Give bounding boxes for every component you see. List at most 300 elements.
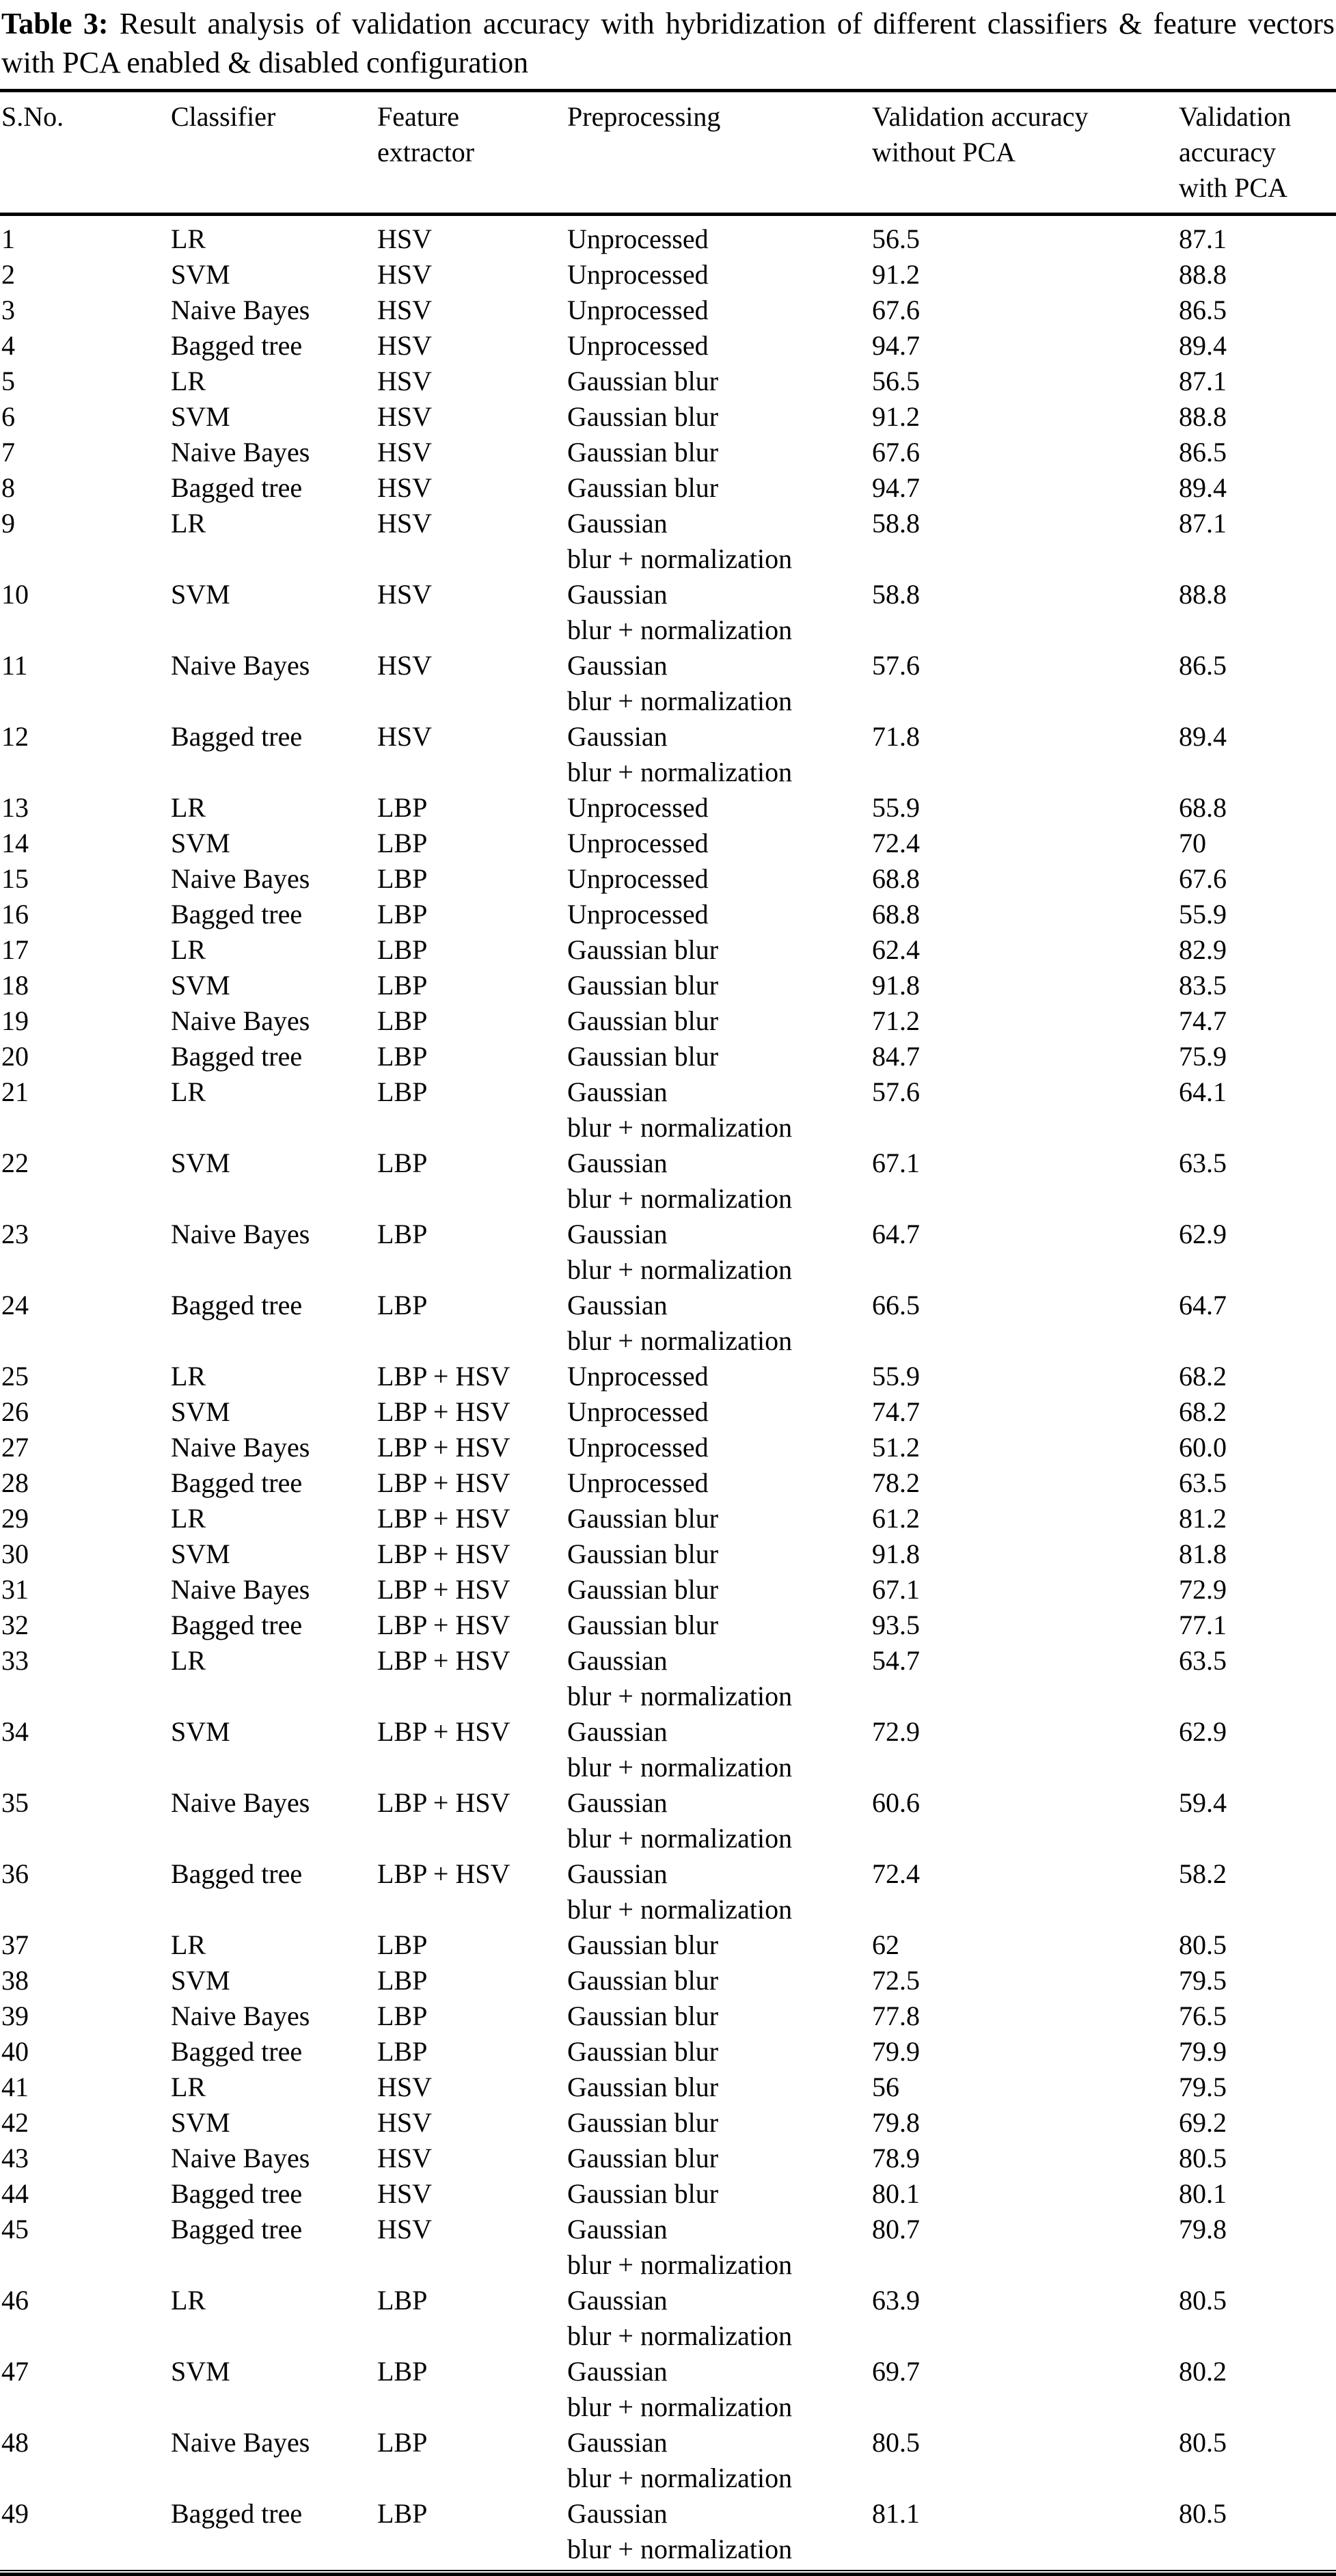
table-row [0, 577, 1336, 648]
cell-acc-with-pca: 59.4 [1179, 1787, 1227, 1818]
table-row [0, 2105, 1336, 2141]
cell-acc-with-pca: 81.2 [1179, 1503, 1227, 1534]
cell-acc-without-pca: 67.6 [872, 295, 920, 325]
cell-preprocessing: Gaussian blur + normalization [567, 579, 793, 645]
cell-feature: LBP + HSV [377, 1787, 510, 1818]
cell-acc-without-pca: 55.9 [872, 792, 920, 823]
column-header-sno: S.No. [0, 91, 169, 215]
cell-feature: LBP [377, 1290, 428, 1320]
cell-sno: 32 [1, 1610, 29, 1640]
table-row [0, 1430, 1336, 1465]
table-row [0, 293, 1336, 328]
cell-acc-with-pca: 83.5 [1179, 970, 1227, 1001]
cell-feature: HSV [377, 579, 433, 610]
cell-classifier: Bagged tree [171, 2214, 303, 2245]
cell-acc-without-pca: 71.2 [872, 1005, 920, 1036]
cell-acc-without-pca: 57.6 [872, 1076, 920, 1107]
cell-sno: 11 [1, 650, 28, 681]
cell-sno: 39 [1, 2001, 29, 2031]
cell-preprocessing: Gaussian blur [567, 1965, 719, 1996]
cell-preprocessing: Gaussian blur [567, 1005, 719, 1036]
table-row [0, 1714, 1336, 1785]
cell-classifier: Bagged tree [171, 472, 303, 503]
cell-classifier: Bagged tree [171, 330, 303, 361]
cell-acc-without-pca: 91.2 [872, 259, 920, 290]
table-row [0, 932, 1336, 968]
cell-acc-with-pca: 60.0 [1179, 1432, 1227, 1463]
cell-preprocessing: Unprocessed [567, 295, 709, 325]
cell-acc-with-pca: 89.4 [1179, 472, 1227, 503]
cell-sno: 6 [1, 401, 15, 432]
cell-feature: LBP [377, 863, 428, 894]
bottom-rule [0, 2570, 1336, 2576]
cell-feature: LBP [377, 1148, 428, 1178]
cell-classifier: SVM [171, 2107, 230, 2138]
cell-acc-without-pca: 58.8 [872, 508, 920, 539]
cell-feature: HSV [377, 401, 433, 432]
cell-classifier: Naive Bayes [171, 1219, 310, 1249]
cell-sno: 7 [1, 437, 15, 467]
cell-preprocessing: Unprocessed [567, 828, 709, 858]
cell-preprocessing: Gaussian blur [567, 2036, 719, 2067]
cell-acc-with-pca: 87.1 [1179, 366, 1227, 396]
cell-acc-with-pca: 88.8 [1179, 579, 1227, 610]
cell-feature: LBP [377, 792, 428, 823]
cell-sno: 13 [1, 792, 29, 823]
cell-sno: 16 [1, 899, 29, 930]
cell-sno: 14 [1, 828, 29, 858]
cell-acc-without-pca: 63.9 [872, 2285, 920, 2316]
cell-classifier: Bagged tree [171, 1858, 303, 1889]
cell-classifier: Naive Bayes [171, 2427, 310, 2458]
cell-acc-with-pca: 80.5 [1179, 1929, 1227, 1960]
cell-classifier: SVM [171, 1716, 230, 1747]
cell-sno: 17 [1, 934, 29, 965]
table-row [0, 2176, 1336, 2212]
cell-preprocessing: Gaussian blur [567, 1503, 719, 1534]
cell-acc-without-pca: 67.1 [872, 1574, 920, 1605]
cell-classifier: Naive Bayes [171, 437, 310, 467]
cell-acc-with-pca: 68.8 [1179, 792, 1227, 823]
table-row [0, 1394, 1336, 1430]
cell-sno: 33 [1, 1645, 29, 1676]
cell-classifier: SVM [171, 828, 230, 858]
table-row [0, 790, 1336, 826]
cell-sno: 46 [1, 2285, 29, 2316]
cell-classifier: LR [171, 934, 206, 965]
cell-feature: HSV [377, 2143, 433, 2173]
table-row [0, 506, 1336, 577]
cell-preprocessing: Gaussian blur + normalization [567, 2356, 793, 2422]
cell-acc-without-pca: 57.6 [872, 650, 920, 681]
cell-classifier: SVM [171, 1965, 230, 1996]
cell-acc-without-pca: 56.5 [872, 223, 920, 254]
table-row [0, 215, 1336, 258]
cell-acc-without-pca: 68.8 [872, 863, 920, 894]
cell-acc-with-pca: 80.5 [1179, 2285, 1227, 2316]
cell-classifier: Bagged tree [171, 721, 303, 752]
cell-preprocessing: Gaussian blur [567, 1610, 719, 1640]
cell-sno: 29 [1, 1503, 29, 1534]
cell-classifier: Naive Bayes [171, 863, 310, 894]
table-row [0, 897, 1336, 932]
cell-acc-without-pca: 58.8 [872, 579, 920, 610]
cell-classifier: SVM [171, 2356, 230, 2387]
cell-preprocessing: Gaussian blur [567, 1538, 719, 1569]
cell-classifier: LR [171, 1076, 206, 1107]
caption-label: Table 3: [1, 7, 109, 40]
cell-acc-without-pca: 78.2 [872, 1467, 920, 1498]
cell-classifier: LR [171, 1645, 206, 1676]
cell-acc-without-pca: 79.8 [872, 2107, 920, 2138]
cell-classifier: LR [171, 792, 206, 823]
cell-acc-without-pca: 60.6 [872, 1787, 920, 1818]
cell-preprocessing: Gaussian blur + normalization [567, 2214, 793, 2280]
cell-acc-with-pca: 75.9 [1179, 1041, 1227, 1072]
cell-feature: LBP [377, 1005, 428, 1036]
cell-preprocessing: Gaussian blur [567, 1041, 719, 1072]
cell-acc-with-pca: 76.5 [1179, 2001, 1227, 2031]
cell-acc-without-pca: 67.1 [872, 1148, 920, 1178]
cell-acc-without-pca: 74.7 [872, 1396, 920, 1427]
table-row [0, 1963, 1336, 1998]
table-body [0, 215, 1336, 2568]
cell-classifier: Bagged tree [171, 899, 303, 930]
cell-acc-without-pca: 77.8 [872, 2001, 920, 2031]
table-row [0, 1288, 1336, 1359]
table-row [0, 1003, 1336, 1039]
cell-classifier: SVM [171, 579, 230, 610]
cell-classifier: SVM [171, 970, 230, 1001]
table-row [0, 2141, 1336, 2176]
cell-classifier: Bagged tree [171, 1467, 303, 1498]
table-row [0, 861, 1336, 897]
cell-sno: 21 [1, 1076, 29, 1107]
table-row [0, 1217, 1336, 1288]
cell-preprocessing: Gaussian blur + normalization [567, 508, 793, 574]
cell-acc-without-pca: 69.7 [872, 2356, 920, 2387]
cell-preprocessing: Gaussian blur + normalization [567, 1716, 793, 1782]
cell-sno: 40 [1, 2036, 29, 2067]
cell-acc-with-pca: 88.8 [1179, 401, 1227, 432]
table-row [0, 1145, 1336, 1217]
cell-acc-without-pca: 72.4 [872, 828, 920, 858]
cell-feature: LBP [377, 1929, 428, 1960]
table-row [0, 1608, 1336, 1643]
cell-sno: 36 [1, 1858, 29, 1889]
cell-acc-with-pca: 80.5 [1179, 2427, 1227, 2458]
cell-sno: 49 [1, 2498, 29, 2529]
cell-classifier: LR [171, 2072, 206, 2102]
cell-feature: HSV [377, 259, 433, 290]
cell-feature: LBP [377, 2036, 428, 2067]
cell-classifier: Naive Bayes [171, 1432, 310, 1463]
cell-preprocessing: Gaussian blur [567, 1929, 719, 1960]
cell-preprocessing: Gaussian blur + normalization [567, 650, 793, 716]
table-row [0, 2354, 1336, 2425]
cell-classifier: LR [171, 223, 206, 254]
cell-classifier: SVM [171, 401, 230, 432]
cell-acc-with-pca: 80.5 [1179, 2498, 1227, 2529]
cell-acc-without-pca: 56.5 [872, 366, 920, 396]
table-row [0, 2425, 1336, 2496]
cell-acc-without-pca: 67.6 [872, 437, 920, 467]
cell-classifier: SVM [171, 1396, 230, 1427]
cell-preprocessing: Gaussian blur [567, 2178, 719, 2209]
cell-feature: HSV [377, 472, 433, 503]
cell-acc-without-pca: 72.4 [872, 1858, 920, 1889]
cell-acc-with-pca: 89.4 [1179, 330, 1227, 361]
table-row [0, 648, 1336, 719]
cell-classifier: Bagged tree [171, 1610, 303, 1640]
cell-classifier: Bagged tree [171, 2178, 303, 2209]
cell-acc-with-pca: 82.9 [1179, 934, 1227, 965]
cell-acc-with-pca: 77.1 [1179, 1610, 1227, 1640]
cell-acc-with-pca: 68.2 [1179, 1396, 1227, 1427]
cell-feature: LBP [377, 1965, 428, 1996]
cell-preprocessing: Gaussian blur [567, 437, 719, 467]
cell-preprocessing: Unprocessed [567, 259, 709, 290]
header-row [0, 91, 1336, 215]
cell-feature: LBP [377, 2001, 428, 2031]
table-row [0, 2212, 1336, 2283]
cell-classifier: Naive Bayes [171, 1005, 310, 1036]
cell-classifier: SVM [171, 1148, 230, 1178]
table-row [0, 1501, 1336, 1536]
cell-preprocessing: Unprocessed [567, 330, 709, 361]
cell-preprocessing: Gaussian blur + normalization [567, 1076, 793, 1143]
cell-classifier: Naive Bayes [171, 1787, 310, 1818]
cell-preprocessing: Gaussian blur + normalization [567, 1219, 793, 1285]
cell-acc-without-pca: 56 [872, 2072, 899, 2102]
cell-acc-with-pca: 64.1 [1179, 1076, 1227, 1107]
cell-sno: 10 [1, 579, 29, 610]
cell-feature: LBP + HSV [377, 1467, 510, 1498]
cell-sno: 24 [1, 1290, 29, 1320]
cell-feature: LBP + HSV [377, 1432, 510, 1463]
cell-classifier: LR [171, 1929, 206, 1960]
cell-feature: HSV [377, 650, 433, 681]
cell-acc-without-pca: 54.7 [872, 1645, 920, 1676]
cell-acc-without-pca: 72.5 [872, 1965, 920, 1996]
cell-classifier: LR [171, 2285, 206, 2316]
caption-text: Result analysis of validation accuracy with hybridization of different classifiers & feature vectors with PCA enabled & disabled configuration [1, 7, 1335, 79]
table-row [0, 826, 1336, 861]
cell-feature: LBP + HSV [377, 1396, 510, 1427]
cell-feature: HSV [377, 721, 433, 752]
cell-sno: 12 [1, 721, 29, 752]
cell-feature: LBP + HSV [377, 1574, 510, 1605]
cell-preprocessing: Gaussian blur [567, 401, 719, 432]
cell-sno: 26 [1, 1396, 29, 1427]
cell-sno: 9 [1, 508, 15, 539]
cell-acc-with-pca: 79.9 [1179, 2036, 1227, 2067]
cell-sno: 25 [1, 1361, 29, 1392]
table-row [0, 1856, 1336, 1927]
cell-classifier: Naive Bayes [171, 295, 310, 325]
cell-preprocessing: Gaussian blur + normalization [567, 2427, 793, 2493]
cell-acc-with-pca: 86.5 [1179, 437, 1227, 467]
column-header-classifier: Classifier [169, 91, 376, 215]
cell-acc-with-pca: 88.8 [1179, 259, 1227, 290]
cell-feature: LBP [377, 2427, 428, 2458]
cell-preprocessing: Gaussian blur + normalization [567, 2285, 793, 2351]
cell-feature: HSV [377, 330, 433, 361]
cell-preprocessing: Gaussian blur + normalization [567, 1645, 793, 1711]
cell-sno: 23 [1, 1219, 29, 1249]
cell-feature: LBP [377, 934, 428, 965]
table-row [0, 470, 1336, 506]
cell-feature: HSV [377, 366, 433, 396]
table-row [0, 1998, 1336, 2034]
cell-feature: LBP + HSV [377, 1538, 510, 1569]
cell-acc-without-pca: 62.4 [872, 934, 920, 965]
cell-sno: 20 [1, 1041, 29, 1072]
cell-acc-without-pca: 91.8 [872, 1538, 920, 1569]
cell-acc-without-pca: 81.1 [872, 2498, 920, 2529]
table-row [0, 2034, 1336, 2070]
cell-classifier: LR [171, 1361, 206, 1392]
cell-sno: 8 [1, 472, 15, 503]
cell-sno: 45 [1, 2214, 29, 2245]
cell-classifier: LR [171, 1503, 206, 1534]
cell-preprocessing: Gaussian blur + normalization [567, 1148, 793, 1214]
cell-acc-with-pca: 67.6 [1179, 863, 1227, 894]
cell-acc-with-pca: 79.8 [1179, 2214, 1227, 2245]
cell-acc-without-pca: 51.2 [872, 1432, 920, 1463]
cell-acc-with-pca: 87.1 [1179, 508, 1227, 539]
cell-feature: LBP [377, 899, 428, 930]
cell-sno: 4 [1, 330, 15, 361]
cell-feature: LBP [377, 1076, 428, 1107]
cell-feature: LBP [377, 2356, 428, 2387]
cell-acc-without-pca: 94.7 [872, 330, 920, 361]
cell-feature: LBP + HSV [377, 1610, 510, 1640]
cell-feature: HSV [377, 295, 433, 325]
cell-acc-without-pca: 91.8 [872, 970, 920, 1001]
cell-feature: LBP [377, 970, 428, 1001]
table-caption [1, 4, 1335, 82]
cell-sno: 37 [1, 1929, 29, 1960]
cell-acc-without-pca: 64.7 [872, 1219, 920, 1249]
cell-preprocessing: Unprocessed [567, 863, 709, 894]
cell-preprocessing: Gaussian blur [567, 366, 719, 396]
cell-feature: HSV [377, 2107, 433, 2138]
table-row [0, 719, 1336, 790]
cell-sno: 38 [1, 1965, 29, 1996]
cell-classifier: Naive Bayes [171, 1574, 310, 1605]
cell-sno: 30 [1, 1538, 29, 1569]
cell-classifier: Bagged tree [171, 1290, 303, 1320]
cell-feature: LBP [377, 828, 428, 858]
cell-acc-without-pca: 84.7 [872, 1041, 920, 1072]
cell-preprocessing: Unprocessed [567, 1467, 709, 1498]
table-row [0, 1643, 1336, 1714]
cell-classifier: Bagged tree [171, 2498, 303, 2529]
cell-acc-without-pca: 80.1 [872, 2178, 920, 2209]
cell-acc-without-pca: 68.8 [872, 899, 920, 930]
cell-sno: 44 [1, 2178, 29, 2209]
cell-sno: 42 [1, 2107, 29, 2138]
cell-feature: LBP + HSV [377, 1858, 510, 1889]
cell-feature: HSV [377, 2072, 433, 2102]
cell-sno: 5 [1, 366, 15, 396]
cell-acc-with-pca: 62.9 [1179, 1219, 1227, 1249]
cell-preprocessing: Unprocessed [567, 223, 709, 254]
cell-preprocessing: Gaussian blur + normalization [567, 1290, 793, 1356]
cell-acc-with-pca: 86.5 [1179, 295, 1227, 325]
cell-feature: LBP + HSV [377, 1716, 510, 1747]
cell-sno: 22 [1, 1148, 29, 1178]
cell-preprocessing: Gaussian blur [567, 970, 719, 1001]
cell-acc-with-pca: 87.1 [1179, 223, 1227, 254]
cell-acc-without-pca: 91.2 [872, 401, 920, 432]
cell-sno: 28 [1, 1467, 29, 1498]
cell-acc-without-pca: 72.9 [872, 1716, 920, 1747]
cell-acc-with-pca: 74.7 [1179, 1005, 1227, 1036]
cell-preprocessing: Gaussian blur [567, 2107, 719, 2138]
cell-sno: 3 [1, 295, 15, 325]
table-row [0, 2283, 1336, 2354]
table-row [0, 1785, 1336, 1856]
cell-acc-with-pca: 81.8 [1179, 1538, 1227, 1569]
cell-feature: HSV [377, 437, 433, 467]
cell-acc-with-pca: 80.2 [1179, 2356, 1227, 2387]
column-header-acc-without: Validation accuracy without PCA [871, 91, 1177, 215]
cell-sno: 31 [1, 1574, 29, 1605]
table-header [0, 91, 1336, 215]
cell-feature: LBP + HSV [377, 1645, 510, 1676]
results-table [0, 89, 1336, 2567]
cell-feature: HSV [377, 2178, 433, 2209]
cell-feature: LBP [377, 1041, 428, 1072]
cell-sno: 34 [1, 1716, 29, 1747]
cell-acc-without-pca: 66.5 [872, 1290, 920, 1320]
cell-sno: 47 [1, 2356, 29, 2387]
cell-preprocessing: Gaussian blur + normalization [567, 1787, 793, 1854]
cell-classifier: Bagged tree [171, 1041, 303, 1072]
cell-classifier: SVM [171, 1538, 230, 1569]
table-row [0, 364, 1336, 399]
cell-sno: 43 [1, 2143, 29, 2173]
cell-acc-with-pca: 64.7 [1179, 1290, 1227, 1320]
table-row [0, 328, 1336, 364]
column-header-preprocessing: Preprocessing [566, 91, 871, 215]
table-row [0, 399, 1336, 435]
column-header-feature: Feature extractor [376, 91, 566, 215]
cell-preprocessing: Unprocessed [567, 792, 709, 823]
cell-preprocessing: Unprocessed [567, 1432, 709, 1463]
cell-feature: HSV [377, 2214, 433, 2245]
cell-classifier: LR [171, 366, 206, 396]
table-row [0, 1927, 1336, 1963]
cell-preprocessing: Gaussian blur [567, 472, 719, 503]
cell-preprocessing: Gaussian blur [567, 2072, 719, 2102]
cell-classifier: Naive Bayes [171, 2143, 310, 2173]
cell-sno: 48 [1, 2427, 29, 2458]
table-row [0, 1359, 1336, 1394]
table-row [0, 2496, 1336, 2567]
cell-classifier: Naive Bayes [171, 2001, 310, 2031]
cell-feature: LBP [377, 2498, 428, 2529]
cell-preprocessing: Gaussian blur + normalization [567, 1858, 793, 1925]
cell-preprocessing: Gaussian blur [567, 2001, 719, 2031]
cell-feature: LBP [377, 2285, 428, 2316]
cell-acc-with-pca: 62.9 [1179, 1716, 1227, 1747]
table-row [0, 2070, 1336, 2105]
cell-acc-without-pca: 79.9 [872, 2036, 920, 2067]
cell-feature: HSV [377, 223, 433, 254]
